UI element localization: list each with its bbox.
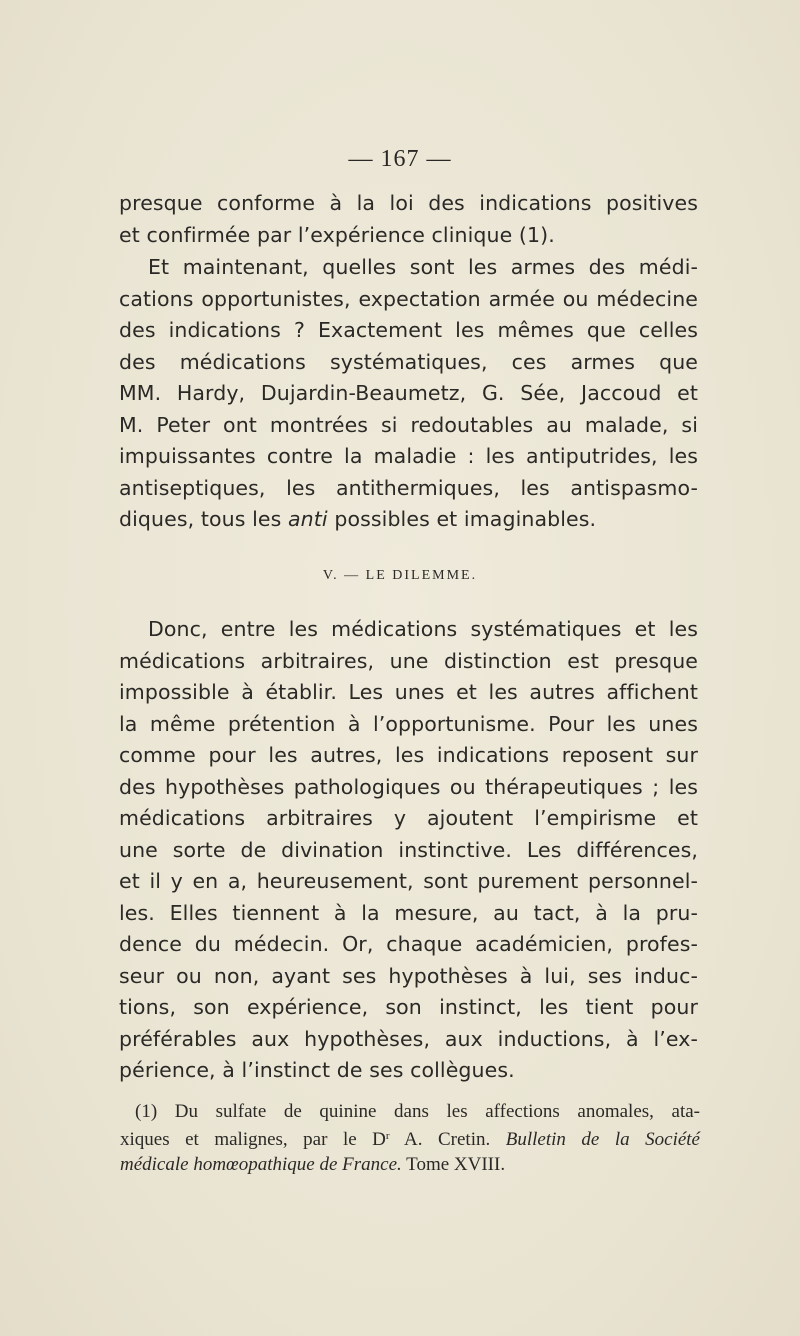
text-line: préférables aux hypothèses, aux inductions, à l’ex- bbox=[119, 1026, 698, 1051]
text-line: médications arbitraires y ajoutent l’empirisme et bbox=[119, 806, 698, 830]
text-segment: A. Cretin. bbox=[389, 1129, 506, 1150]
text-line bbox=[119, 504, 698, 536]
text-line: et il y en a, heureusement, sont purement personnel- bbox=[119, 869, 698, 893]
text-line: antiseptiques, les antithermiques, les antispasmo- bbox=[119, 475, 698, 500]
section-heading: V. — LE DILEMME. bbox=[322, 568, 478, 583]
text-line: impossible à établir. Les unes et les autres affichent bbox=[119, 680, 698, 704]
text-segment: possibles et imaginables. bbox=[327, 507, 597, 531]
text-line: Et maintenant, quelles sont les armes des médi- bbox=[148, 255, 698, 279]
journal-title: Bulletin de la Société bbox=[505, 1129, 700, 1150]
footnote bbox=[120, 1099, 700, 1177]
text-line: médications arbitraires, une distinction est presque bbox=[119, 648, 698, 673]
paragraph-continuation bbox=[119, 188, 698, 251]
text-line: des indications ? Exactement les mêmes que celles bbox=[119, 318, 698, 342]
text-line: comme pour les autres, les indications reposent sur bbox=[119, 743, 698, 767]
text-line: la même prétention à l’opportunisme. Pour les unes bbox=[119, 711, 698, 736]
paragraph-armes bbox=[119, 252, 698, 536]
text-line: une sorte de divination instinctive. Les différences, bbox=[119, 837, 698, 862]
text-line: presque conforme à la loi des indications positives bbox=[119, 191, 698, 215]
italic-word: anti bbox=[288, 507, 328, 531]
text-line: Donc, entre les médications systématiques et les bbox=[148, 617, 698, 641]
journal-title: médicale homœopathique de France. bbox=[120, 1154, 402, 1175]
text-line: des médications systématiques, ces armes que bbox=[119, 349, 698, 374]
text-line: MM. Hardy, Dujardin-Beaumetz, G. Sée, Jaccoud et bbox=[119, 381, 698, 405]
text-segment: xiques et malignes, par le D bbox=[120, 1129, 386, 1150]
text-segment: Tome XVIII. bbox=[401, 1154, 506, 1175]
text-line: cations opportunistes, expectation armée ou médecine bbox=[119, 286, 698, 311]
footnote-line: (1) Du sulfate de quinine dans les affections anomales, ata- bbox=[135, 1101, 700, 1122]
text-line: des hypothèses pathologiques ou thérapeutiques ; les bbox=[119, 774, 698, 799]
superscript: r bbox=[385, 1130, 390, 1142]
text-line: et confirmée par l’expérience clinique (1). bbox=[119, 222, 555, 247]
text-line: M. Peter ont montrées si redoutables au malade, si bbox=[119, 412, 698, 437]
paragraph-dilemme bbox=[119, 614, 698, 1087]
footnote-line bbox=[120, 1124, 700, 1152]
text-line: seur ou non, ayant ses hypothèses à lui, ses induc- bbox=[119, 963, 698, 988]
page-number: — 167 — bbox=[348, 146, 452, 172]
text-line: tions, son expérience, son instinct, les tient pour bbox=[119, 995, 698, 1019]
text-line: impuissantes contre la maladie : les antiputrides, les bbox=[119, 444, 698, 468]
text-line: les. Elles tiennent à la mesure, au tact, à la pru- bbox=[119, 900, 698, 925]
text-line: dence du médecin. Or, chaque académicien, profes- bbox=[119, 932, 698, 956]
text-segment: diques, tous les bbox=[119, 507, 289, 531]
footnote-line bbox=[120, 1152, 700, 1177]
text-line: périence, à l’instinct de ses collègues. bbox=[119, 1058, 515, 1082]
